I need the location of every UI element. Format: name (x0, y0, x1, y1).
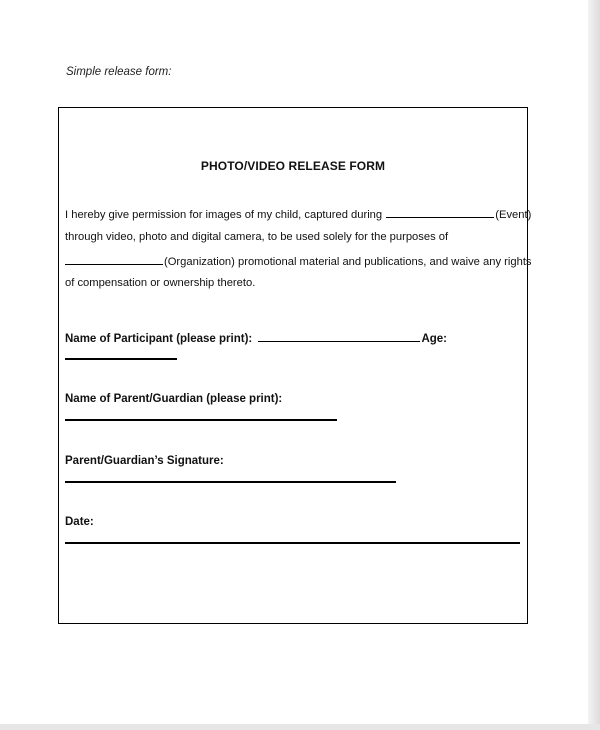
paragraph-line-3 (65, 254, 532, 268)
paragraph-line-1 (65, 207, 531, 221)
organization-blank[interactable] (65, 254, 163, 265)
event-blank[interactable] (386, 207, 494, 218)
date-blank[interactable] (65, 542, 520, 544)
participant-name-blank[interactable] (258, 331, 420, 342)
release-form-box (58, 107, 532, 624)
age-label: Age: (421, 333, 447, 345)
event-label: (Event) (495, 209, 532, 221)
page-bottom-edge (0, 724, 600, 730)
paragraph-line-1-text: I hereby give permission for images of my child, captured during (65, 209, 383, 221)
intro-caption: Simple release form: (66, 66, 172, 78)
age-blank[interactable] (65, 358, 177, 360)
parent-name-label: Name of Parent/Guardian (please print): (65, 393, 283, 405)
form-title: PHOTO/VIDEO RELEASE FORM (200, 159, 386, 173)
signature-label: Parent/Guardian’s Signature: (65, 455, 224, 467)
participant-name-row (65, 331, 447, 345)
paragraph-line-4: of compensation or ownership thereto. (65, 277, 256, 289)
participant-name-label: Name of Participant (please print): (65, 333, 253, 345)
date-label: Date: (65, 516, 94, 528)
signature-blank[interactable] (65, 481, 396, 483)
organization-text: (Organization) promotional material and publications, and waive any rights (164, 256, 532, 268)
parent-name-blank[interactable] (65, 419, 337, 421)
paragraph-line-2: through video, photo and digital camera, to be used solely for the purposes of (65, 231, 449, 243)
page-edge-shadow (588, 0, 600, 730)
